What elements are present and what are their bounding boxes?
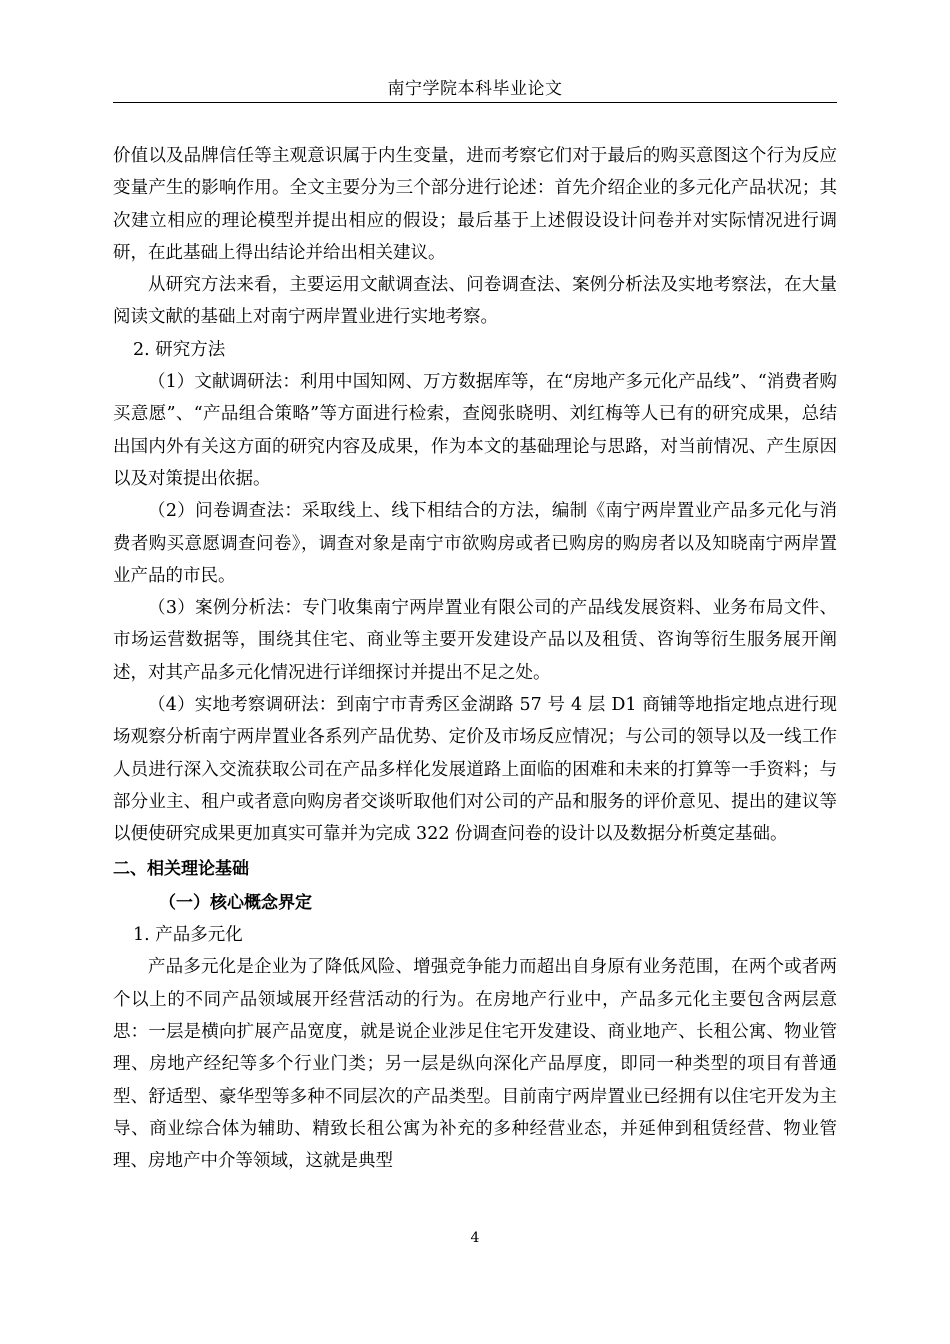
paragraph-method-field-survey: （4）实地考察调研法：到南宁市青秀区金湖路 57 号 4 层 D1 商铺等地指定地点进行现场观察分析南宁两岸置业各系列产品优势、定价及市场反应情况；与公司的领导以及一线工作人员进行深入交流获取公司在产品多样化发展道路上面临的困难和未来的打算等一手资料；与部分业主、租户或者意向购房者交谈听取他们对公司的产品和服务的评价意见、提出的建议等以便使研究成果更加真实可靠并为完成 322 份调查问卷的设计以及数据分析奠定基础。 <box>113 695 837 845</box>
heading-research-methods: 2. 研究方法 <box>133 339 226 360</box>
page-header-title: 南宁学院本科毕业论文 <box>387 79 563 99</box>
heading-product-diversification: 1. 产品多元化 <box>133 925 243 946</box>
paragraph-product-diversification: 产品多元化是企业为了降低风险、增强竞争能力而超出自身原有业务范围，在两个或者两个以上的不同产品领域展开经营活动的行为。在房地产行业中，产品多元化主要包含两层意思：一层是横向扩展产品宽度，就是说企业涉足住宅开发建设、商业地产、长租公寓、物业管理、房地产经纪等多个行业门类；另一层是纵向深化产品厚度，即同一种类型的项目有普通型、舒适型、豪华型等多种不同层次的产品类型。目前南宁两岸置业已经拥有以住宅开发为主导、商业综合体为辅助、精致长租公寓为补充的多种经营业态，并延伸到租赁经营、物业管理、房地产中介等领域，这就是典型 <box>113 957 837 1172</box>
paragraph-research-approach: 从研究方法来看，主要运用文献调查法、问卷调查法、案例分析法及实地考察法，在大量阅读文献的基础上对南宁两岸置业进行实地考察。 <box>113 275 837 328</box>
page-body <box>113 140 837 1178</box>
paragraph-method-case-analysis: （3）案例分析法：专门收集南宁两岸置业有限公司的产品线发展资料、业务布局文件、市场运营数据等，围绕其住宅、商业等主要开发建设产品以及租赁、咨询等衍生服务展开阐述，对其产品多元化情况进行详细探讨并提出不足之处。 <box>113 598 837 683</box>
page-number: 4 <box>470 1230 480 1246</box>
paragraph-overview-continued: 价值以及品牌信任等主观意识属于内生变量，进而考察它们对于最后的购买意图这个行为反应变量产生的影响作用。全文主要分为三个部分进行论述：首先介绍企业的多元化产品状况；其次建立相应的理论模型并提出相应的假设；最后基于上述假设设计问卷并对实际情况进行调研，在此基础上得出结论并给出相关建议。 <box>113 146 837 263</box>
subsection-heading-core-concepts: （一）核心概念界定 <box>159 892 312 913</box>
paragraph-method-questionnaire: （2）问卷调查法：采取线上、线下相结合的方法，编制《南宁两岸置业产品多元化与消费者购买意愿调查问卷》，调查对象是南宁市欲购房或者已购房的购房者以及知晓南宁两岸置业产品的市民。 <box>113 501 837 586</box>
header-divider <box>113 102 837 103</box>
section-heading-theory: 二、相关理论基础 <box>113 858 249 879</box>
paragraph-method-literature: （1）文献调研法：利用中国知网、万方数据库等，在“房地产多元化产品线”、“消费者购买意愿”、“产品组合策略”等方面进行检索，查阅张晓明、刘红梅等人已有的研究成果，总结出国内外有关这方面的研究内容及成果，作为本文的基础理论与思路，对当前情况、产生原因以及对策提出依据。 <box>113 372 837 489</box>
